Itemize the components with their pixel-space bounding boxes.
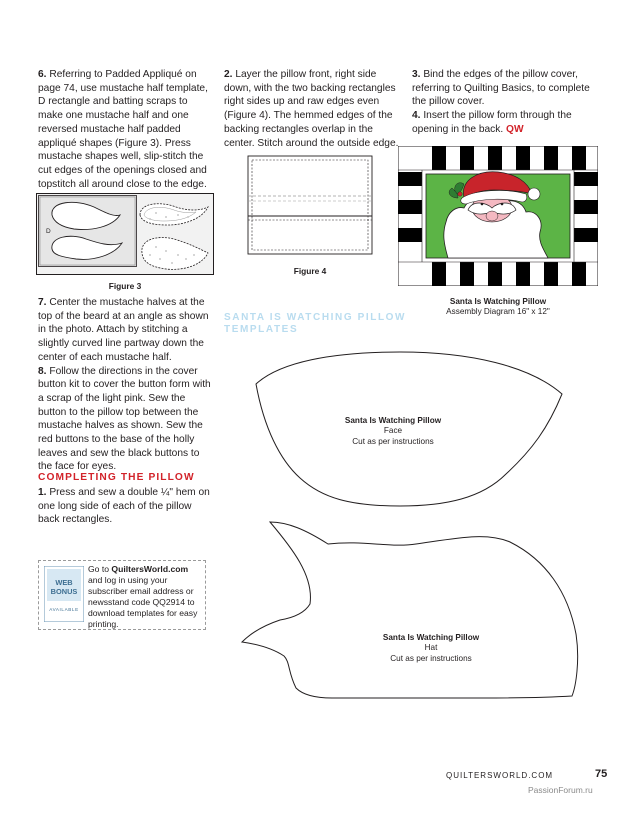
web-bonus-text: Go to QuiltersWorld.com and log in using your subscriber email address or newsstand code QQ2914 to download templates for easy printing. (88, 564, 198, 629)
face-template-name: Face (383, 426, 403, 436)
column-left (38, 68, 214, 191)
page-number: 75 (595, 768, 608, 780)
end-mark-qw: QW (506, 123, 524, 135)
figure-3-label-d: D (46, 228, 51, 235)
templates-heading-line-2: TEMPLATES (224, 324, 299, 335)
face-template-note: Cut as per instructions (352, 436, 434, 446)
web-bonus-site-link[interactable]: QuiltersWorld.com (111, 564, 189, 574)
figure-4-diagram (244, 152, 376, 260)
web-bonus-badge (44, 578, 84, 596)
hat-template-name: Hat (424, 643, 438, 653)
assembly-diagram-subtitle: Assembly Diagram 16" x 12" (446, 307, 550, 316)
hat-template-label (356, 633, 506, 664)
web-bonus-badge-line-3: AVAILABLE (49, 607, 79, 612)
column-middle (224, 68, 400, 150)
step-4: 4. Insert the pillow form through the opening in the back. QW (412, 110, 572, 135)
footer-site: QUILTERSWORLD.COM (446, 771, 554, 780)
hat-template-note: Cut as per instructions (390, 653, 472, 663)
step-1-block (38, 486, 214, 527)
figure-4-caption: Figure 4 (293, 266, 327, 276)
web-bonus-badge-line-2: BONUS (50, 587, 78, 596)
step-2: 2. Layer the pillow front, right side down, with the two backing rectangles right sides up and raw edges even (Figure 4). The hemmed edges of the backing rectangles overlap in the center. Stitch around the outside edge. (224, 69, 399, 149)
step-6: 6. Referring to Padded Appliqué on page 74, use mustache half template, D rectangle and batting scraps to make one mustache half and one reversed mustache half padded appliqué shapes (Figure 3). Press mustache shapes well, slip-stitch the cut edges of the openings closed and topstitch all around close to the edge. (38, 69, 208, 190)
templates-heading-line-1: SANTA IS WATCHING PILLOW (224, 312, 407, 323)
step-1: 1. Press and sew a double ¼" hem on one long side of each of the pillow back rectangles. (38, 487, 210, 526)
web-bonus-badge-line-1: WEB (55, 578, 73, 587)
step-7: 7. Center the mustache halves at the top of the beard at an angle as shown in the photo. Attach by stitching a slightly curved line partway down the center of each mustache half. (38, 297, 209, 363)
step-8: 8. Follow the directions in the cover button kit to cover the button form with a scrap of the light pink. Sew the button to the pillow top between the mustache halves as shown. Sew the red buttons to the base of the holly leaves and sew the black buttons to the face for eyes. (38, 365, 211, 473)
figure-3-caption: Figure 3 (108, 281, 142, 291)
hat-template-outline (242, 522, 578, 698)
web-bonus-code: QQ2914 (152, 597, 185, 607)
column-left-lower (38, 296, 214, 474)
hat-template-title: Santa Is Watching Pillow (382, 633, 480, 642)
watermark: PassionForum.ru (528, 785, 593, 795)
assembly-diagram-title: Santa Is Watching Pillow (449, 297, 547, 306)
column-right (412, 68, 596, 137)
checker-border-left (398, 172, 422, 242)
checker-border-right (574, 172, 598, 242)
assembly-diagram-caption (398, 297, 598, 317)
section-heading-completing: COMPLETING THE PILLOW (38, 472, 195, 483)
figure-3-diagram (36, 193, 214, 275)
face-template-title: Santa Is Watching Pillow (344, 416, 442, 425)
assembly-diagram (398, 146, 598, 286)
templates-artwork (240, 338, 620, 820)
step-3: 3. Bind the edges of the pillow cover, referring to Quilting Basics, to complete the pillow cover. (412, 69, 590, 108)
templates-heading (224, 312, 406, 336)
face-template-label (318, 416, 468, 447)
